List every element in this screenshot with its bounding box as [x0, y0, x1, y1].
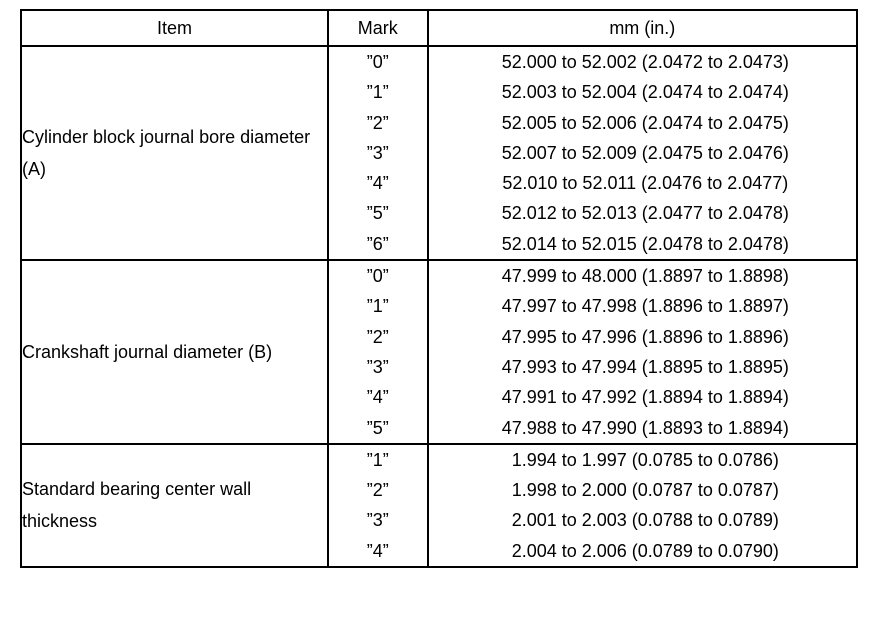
mm-cell: [428, 444, 857, 567]
mark-value: ”1”: [366, 296, 389, 317]
mark-value: ”5”: [366, 417, 389, 438]
item-label: Standard bearing center wall thickness: [21, 444, 328, 567]
mm-value: 52.010 to 52.011 (2.0476 to 2.0477): [502, 173, 789, 194]
mark-value: ”5”: [366, 203, 389, 224]
mark-value: ”1”: [366, 449, 389, 470]
mark-value: ”2”: [366, 326, 389, 347]
mark-value: ”0”: [366, 52, 389, 72]
mm-value: 2.001 to 2.003 (0.0788 to 0.0789): [511, 510, 779, 531]
header-mm: mm (in.): [428, 10, 857, 46]
mark-value: ”3”: [366, 356, 389, 377]
mark-value: ”6”: [366, 233, 389, 254]
mm-value: 52.000 to 52.002 (2.0472 to 2.0473): [501, 52, 789, 72]
spec-table: [20, 9, 858, 568]
header-mark: Mark: [328, 10, 428, 46]
mm-cell: [428, 260, 857, 444]
mm-value: 52.003 to 52.004 (2.0474 to 2.0474): [501, 82, 789, 103]
mm-value: 47.993 to 47.994 (1.8895 to 1.8895): [501, 356, 789, 377]
mm-value: 2.004 to 2.006 (0.0789 to 0.0790): [511, 540, 779, 561]
mm-value: 52.005 to 52.006 (2.0474 to 2.0475): [501, 112, 789, 133]
mm-cell: [428, 46, 857, 260]
mm-value: 47.999 to 48.000 (1.8897 to 1.8898): [501, 266, 789, 287]
mark-value: ”2”: [366, 480, 389, 501]
mm-value: 47.991 to 47.992 (1.8894 to 1.8894): [501, 387, 789, 408]
mark-value: ”2”: [366, 112, 389, 133]
group-row: [21, 444, 857, 567]
header-item: Item: [21, 10, 328, 46]
mark-cell: [328, 444, 428, 567]
mark-value: ”4”: [366, 387, 389, 408]
item-label: Crankshaft journal diameter (B): [21, 260, 328, 444]
header-row: [21, 10, 857, 46]
item-label: Cylinder block journal bore diameter (A): [21, 46, 328, 260]
mark-value: ”0”: [366, 266, 389, 287]
mm-value: 1.994 to 1.997 (0.0785 to 0.0786): [511, 449, 779, 470]
mark-value: ”3”: [366, 510, 389, 531]
mark-value: ”1”: [366, 82, 389, 103]
mark-value: ”4”: [366, 540, 389, 561]
mark-cell: [328, 260, 428, 444]
mm-value: 52.012 to 52.013 (2.0477 to 2.0478): [501, 203, 789, 224]
mark-value: ”3”: [366, 142, 389, 163]
mm-value: 52.007 to 52.009 (2.0475 to 2.0476): [501, 142, 789, 163]
mm-value: 47.997 to 47.998 (1.8896 to 1.8897): [501, 296, 789, 317]
group-row: [21, 46, 857, 260]
mm-value: 52.014 to 52.015 (2.0478 to 2.0478): [501, 233, 789, 254]
mm-value: 47.988 to 47.990 (1.8893 to 1.8894): [501, 417, 789, 438]
mark-cell: [328, 46, 428, 260]
mm-value: 1.998 to 2.000 (0.0787 to 0.0787): [511, 480, 779, 501]
mark-value: ”4”: [366, 173, 389, 194]
group-row: [21, 260, 857, 444]
mm-value: 47.995 to 47.996 (1.8896 to 1.8896): [501, 326, 789, 347]
